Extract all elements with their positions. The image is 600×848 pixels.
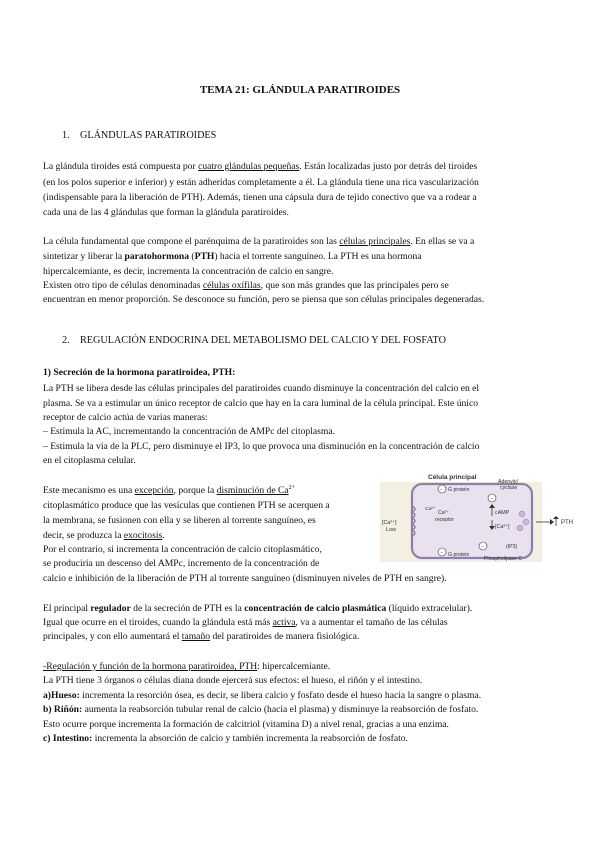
paragraph-line: La PTH se libera desde las células principales del paratiroides cuando disminuye la concentración del calcio en el <box>43 383 480 394</box>
paragraph-line: b) Riñón: aumenta la reabsorción tubular renal de calcio (hacia el plasma) y disminuye la reabsorción de fosfato. <box>43 704 479 715</box>
cyclase-label: cyclase <box>500 485 518 491</box>
vesicle <box>517 525 523 531</box>
section-2-heading: 2. REGULACIÓN ENDOCRINA DEL METABOLISMO DEL CALCIO Y DEL FOSFATO <box>62 335 446 346</box>
paragraph-line: calcio e inhibición de la liberación de PTH al torrente sanguíneo (disminuyen niveles de PTH en sangre). <box>43 573 447 584</box>
cell-diagram <box>380 470 580 562</box>
ca-receptor-label-1: Ca²⁺ <box>438 510 450 516</box>
paragraph-line: plasma. Se va a estimular un único receptor de calcio que hay en la cara luminal de la célula principal. Este único <box>43 398 479 409</box>
section-2-number: 2. <box>62 335 70 346</box>
paragraph-line: encuentran en menor proporción. Se desconoce su función, pero se piensa que son células principales degeneradas. <box>43 294 485 305</box>
page-title: TEMA 21: GLÁNDULA PARATIROIDES <box>199 84 401 96</box>
ip3-label: (IP3) <box>506 544 518 550</box>
vesicle <box>523 519 529 525</box>
ca-internal-label: [Ca²⁺] <box>495 524 510 530</box>
paragraph-line: se produciría un descenso del AMPc, incremento de la concentración de <box>43 558 320 569</box>
g-protein-bottom-label: G protein <box>448 552 470 558</box>
paragraph-line: a)Hueso: incrementa la resorción ósea, es decir, se libera calcio y fosfato desde el hueso hacia la sangre o plasma. <box>43 690 482 701</box>
paragraph-line: cada una de las 4 glándulas que forman la glándula paratiroides. <box>43 207 289 218</box>
paragraph-line: Este mecanismo es una excepción, porque la disminución de $Ca^{2+}$ <box>43 484 296 496</box>
pth-label: PTH <box>561 520 573 526</box>
paragraph-line: Igual que ocurre en el tiroides, cuando la glándula está más activa, va a aumentar el tamaño de las células <box>43 617 448 628</box>
paragraph-line: (en los polos superior e inferior) y están adheridas completamente a él. La glándula tiene una rica vascularización <box>43 177 479 188</box>
paragraph-line: La célula fundamental que compone el parénquima de la paratiroides son las células principales. En ellas se va a <box>43 236 475 247</box>
paragraph-line: – Estimula la vía de la PLC, pero disminuye el IP3, lo que provoca una disminución en la concentración de calcio <box>43 441 480 452</box>
paragraph-line: la membrana, se fusionen con ella y se liberen al torrente sanguíneo, es <box>43 515 316 526</box>
section-1-heading: 1. GLÁNDULAS PARATIROIDES <box>62 130 217 141</box>
plc-label: Phospholipase C <box>484 556 522 562</box>
paragraph-line: La glándula tiroides está compuesta por cuatro glándulas pequeñas. Están localizadas justo por detrás del tiroides <box>43 161 478 172</box>
paragraph-line: decir, se produzca la exocitosis. <box>43 530 165 541</box>
low-label: Low <box>386 527 396 533</box>
vesicle <box>519 511 525 517</box>
svg-text:−: − <box>439 487 443 493</box>
paragraph-line: (indispensable para la liberación de PTH). Además, tienen una cápsula dura de tejido conectivo que va a rodear a <box>43 192 477 203</box>
svg-text:−: − <box>481 544 485 550</box>
section-1-number: 1. <box>62 130 70 141</box>
paragraph-line: principales, y con ello aumentará el tamaño del paratiroides de manera fisiológica. <box>43 631 360 642</box>
paragraph-line: El principal regulador de la secreción de PTH es la concentración de calcio plasmática (líquido extracelular). <box>43 603 473 614</box>
adenylyl-label: Adenylyl <box>498 479 518 485</box>
paragraph-line: en el citoplasma celular. <box>43 455 136 466</box>
camp-label: cAMP <box>495 510 510 516</box>
paragraph-line: La PTH tiene 3 órganos o células diana donde ejercerá sus efectos: el hueso, el riñón y el intestino. <box>43 675 423 686</box>
paragraph-line: Por el contrario, si incrementa la concentración de calcio citoplasmático, <box>43 544 322 555</box>
svg-text:−: − <box>490 496 494 502</box>
parathyroid-cell-figure <box>380 470 580 562</box>
ca-receptor-label-2: receptor <box>435 517 455 523</box>
ca-ion-label: Ca²⁺ <box>425 507 436 512</box>
paragraph-line: receptor de calcio actúa de varias maneras: <box>43 412 208 423</box>
g-protein-top-label: G protein <box>448 487 470 493</box>
figure-title: Célula principal <box>428 474 477 481</box>
subheading: 1) Secreción de la hormona paratiroidea, PTH: <box>43 367 236 378</box>
paragraph-line: sintetizar y liberar la paratohormona (PTH) hacia el torrente sanguíneo. La PTH es una hormona <box>43 251 422 262</box>
paragraph-line: – Estimula la AC, incrementando la concentración de AMPc del citoplasma. <box>43 426 335 437</box>
paragraph-line: Esto ocurre porque incrementa la formación de calcitriol (vitamina D) a nivel renal, gracias a una enzima. <box>43 719 449 730</box>
paragraph-line: hipercalcemiante, es decir, incrementa la concentración de calcio en sangre. <box>43 266 334 277</box>
svg-text:−: − <box>440 550 444 556</box>
ca-external-label: [Ca²⁺] <box>382 520 397 526</box>
paragraph-line: Existen otro tipo de células denominadas células oxífilas, que son más grandes que las principales pero se <box>43 280 449 291</box>
paragraph-line: -Regulación y función de la hormona paratiroidea, PTH: hipercalcemiante. <box>43 661 331 672</box>
paragraph-line: c) Intestino: incrementa la absorción de calcio y también incrementa la reabsorción de fosfato. <box>43 733 408 744</box>
paragraph-line: citoplasmático produce que las vesículas que contienen PTH se acerquen a <box>43 500 330 511</box>
